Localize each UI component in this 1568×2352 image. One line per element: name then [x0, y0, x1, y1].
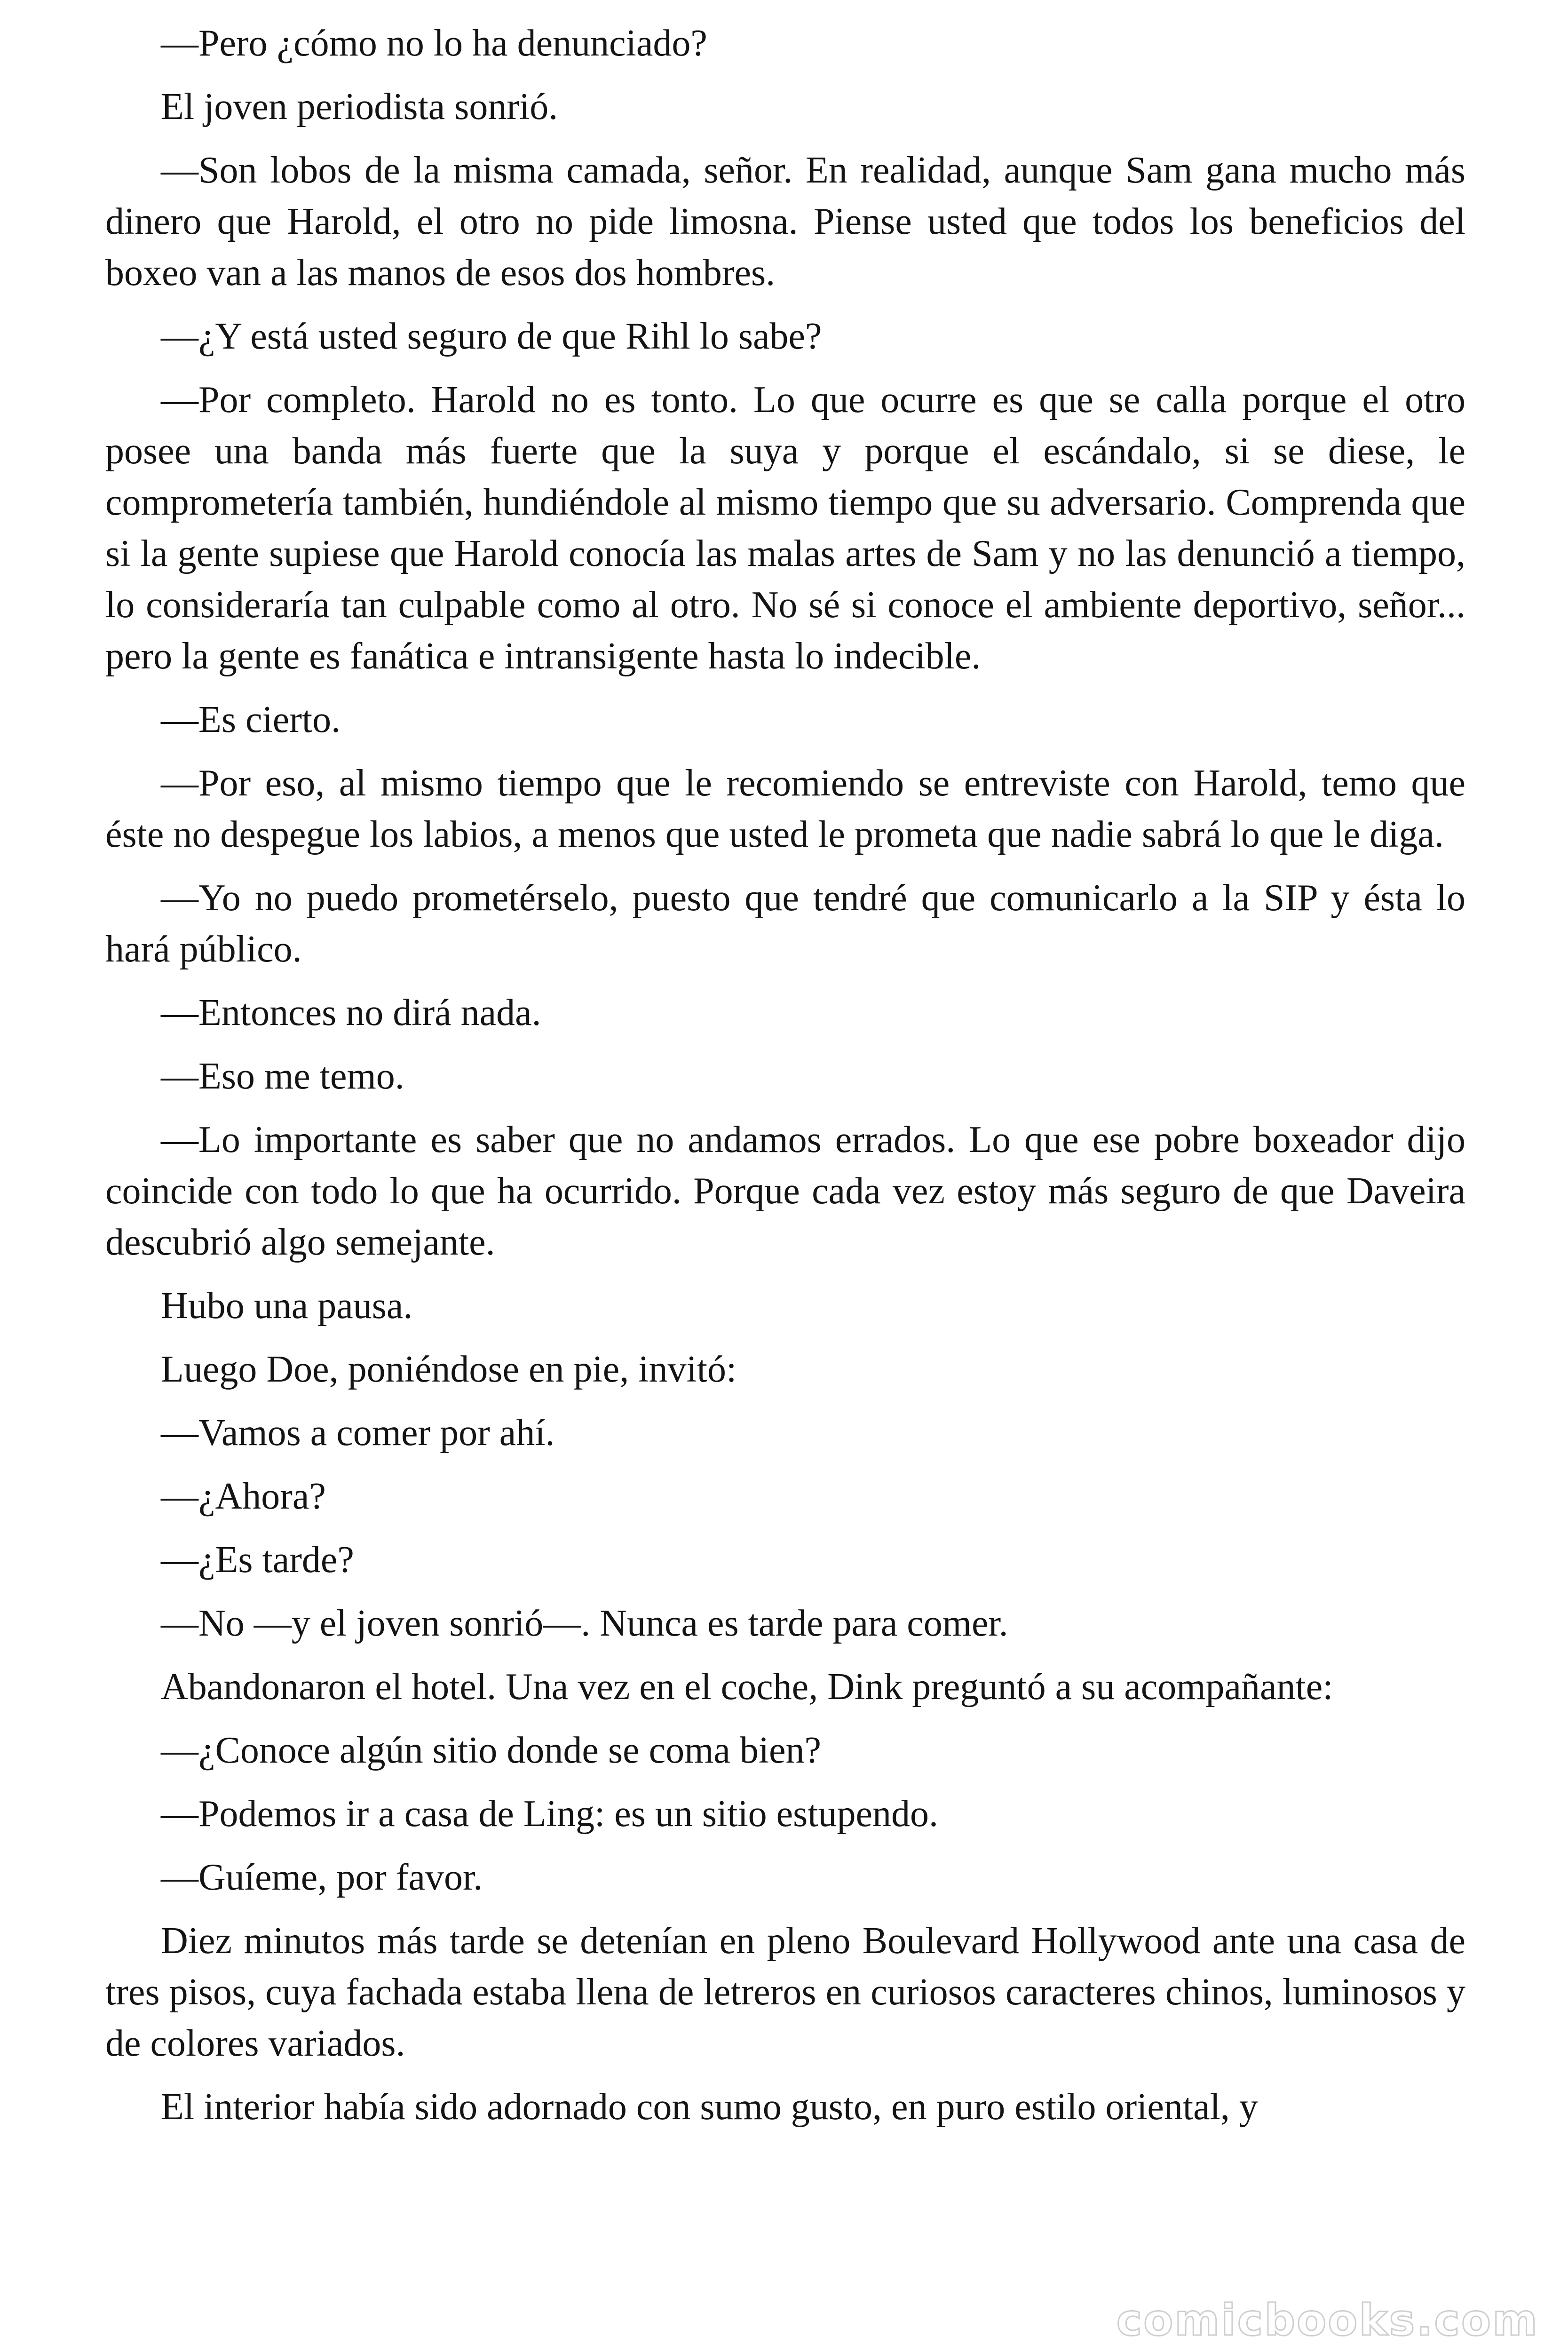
- paragraph: —¿Es tarde?: [161, 1539, 354, 1581]
- paragraph: —Es cierto.: [161, 699, 341, 740]
- paragraph: El interior había sido adornado con sumo gusto, en puro estilo oriental, y: [161, 2086, 1258, 2128]
- paragraph: —Son lobos de la misma camada, señor. En realidad, aunque Sam gana mucho más dinero que Harold, el otro no pide limosna. Piense usted que todos los beneficios del boxeo van a las manos de esos dos hombres.: [105, 150, 1465, 294]
- paragraph: El joven periodista sonrió.: [161, 86, 558, 127]
- paragraph: Luego Doe, poniéndose en pie, invitó:: [161, 1349, 737, 1390]
- document-page: [105, 18, 1465, 2342]
- paragraph: —Guíeme, por favor.: [161, 1857, 483, 1898]
- paragraph: —¿Y está usted seguro de que Rihl lo sabe?: [161, 316, 822, 357]
- watermark-logo: comicbooks.com: [1116, 2295, 1539, 2345]
- paragraph: —Por completo. Harold no es tonto. Lo que ocurre es que se calla porque el otro posee una banda más fuerte que la suya y porque el escándalo, si se diese, le comprometería también, hundiéndole al mismo tiempo que su adversario. Comprenda que si la gente supiese que Harold conocía las malas artes de Sam y no las denunció a tiempo, lo consideraría tan culpable como al otro. No sé si conoce el ambiente deportivo, señor... pero la gente es fanática e intransigente hasta lo indecible.: [105, 379, 1465, 677]
- paragraph: —Vamos a comer por ahí.: [161, 1412, 555, 1454]
- paragraph: —Por eso, al mismo tiempo que le recomiendo se entreviste con Harold, temo que éste no despegue los labios, a menos que usted le prometa que nadie sabrá lo que le diga.: [105, 763, 1465, 855]
- paragraph: —Pero ¿cómo no lo ha denunciado?: [161, 23, 707, 64]
- paragraph: —Yo no puedo prometérselo, puesto que tendré que comunicarlo a la SIP y ésta lo hará público.: [105, 877, 1465, 970]
- paragraph: —Podemos ir a casa de Ling: es un sitio estupendo.: [161, 1793, 939, 1835]
- paragraph: Hubo una pausa.: [161, 1285, 413, 1327]
- paragraph: —Eso me temo.: [161, 1056, 404, 1097]
- paragraph: —¿Conoce algún sitio donde se coma bien?: [161, 1730, 822, 1771]
- paragraph: —No —y el joven sonrió—. Nunca es tarde para comer.: [161, 1603, 1008, 1644]
- paragraph: —¿Ahora?: [161, 1476, 326, 1517]
- paragraph: Diez minutos más tarde se detenían en pleno Boulevard Hollywood ante una casa de tres pisos, cuya fachada estaba llena de letreros en curiosos caracteres chinos, luminosos y de colores variados.: [105, 1920, 1465, 2064]
- paragraph: Abandonaron el hotel. Una vez en el coche, Dink preguntó a su acompañante:: [161, 1666, 1333, 1708]
- paragraph: —Entonces no dirá nada.: [161, 992, 541, 1033]
- paragraph: —Lo importante es saber que no andamos errados. Lo que ese pobre boxeador dijo coincide con todo lo que ha ocurrido. Porque cada vez estoy más seguro de que Daveira descubrió algo semejante.: [105, 1119, 1465, 1263]
